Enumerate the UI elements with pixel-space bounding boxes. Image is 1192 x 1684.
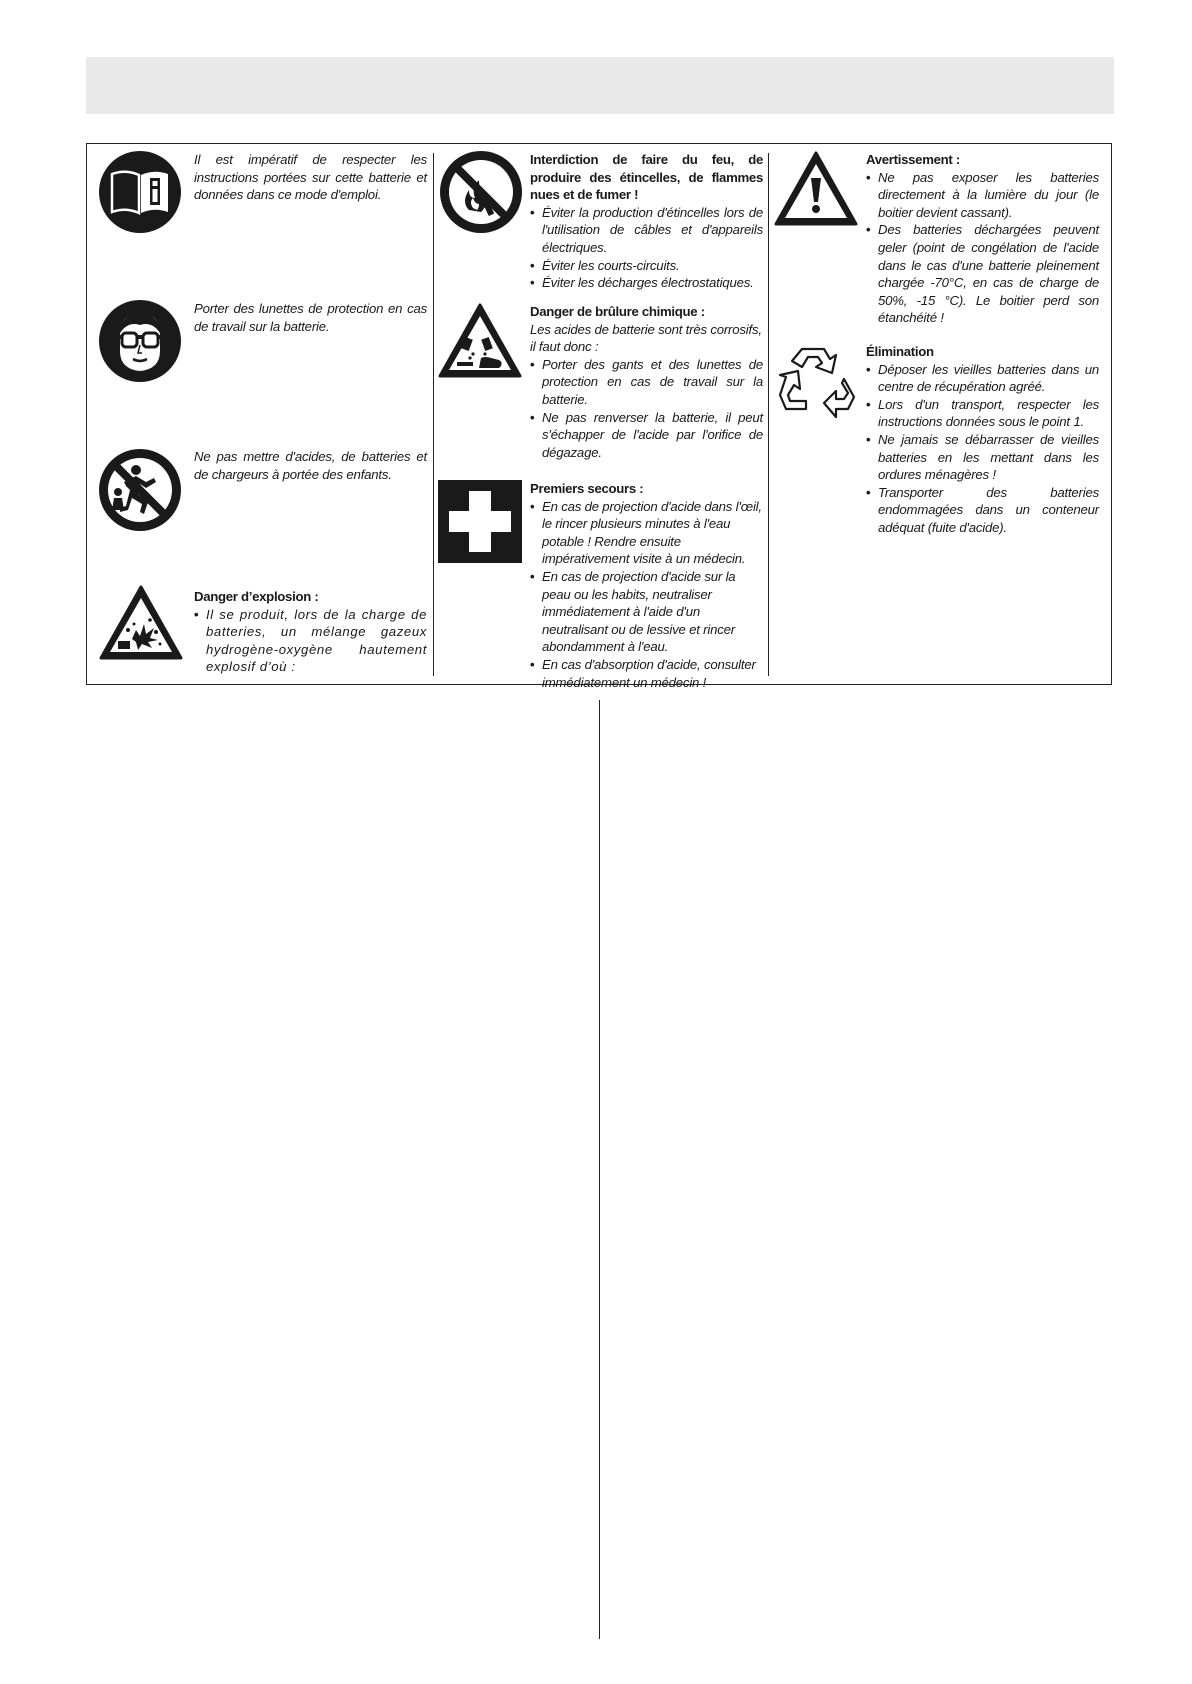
- disposal-heading: Élimination: [866, 344, 934, 359]
- fire-item: • Éviter les décharges électrostatiques.: [530, 274, 763, 292]
- read-manual-icon: [98, 150, 182, 234]
- column-divider: [768, 153, 769, 676]
- warning-list: [866, 169, 1099, 327]
- fire-heading: Interdiction de faire du feu, de produire des étincelles, de flammes nues et de fumer !: [530, 152, 763, 203]
- safety-goggles-icon: [98, 299, 182, 383]
- firstaid-item: • En cas d'absorption d'acide, consulter immédiatement un médecin !: [530, 656, 763, 691]
- first-aid-icon: [437, 479, 523, 564]
- page-column-divider: [599, 700, 600, 1639]
- warning-item: • Ne pas exposer les batteries directement à la lumière du jour (le boitier devient cassant).: [866, 169, 1099, 222]
- explosion-warning-icon: [98, 584, 184, 662]
- fire-list: [530, 204, 763, 292]
- general-warning-icon: [773, 150, 859, 228]
- firstaid-item: • En cas de projection d'acide dans l'œil, le rincer plusieurs minutes à l'eau potable ! Rendre ensuite impérativement visite à un médecin.: [530, 498, 763, 568]
- fire-item: • Éviter les courts-circuits.: [530, 257, 763, 275]
- explosion-heading: Danger d’explosion :: [194, 589, 319, 604]
- explosion-list: [194, 606, 427, 676]
- goggles-instruction-text: Porter des lunettes de protection en cas de travail sur la batterie.: [194, 301, 427, 334]
- disposal-item: • Lors d'un transport, respecter les instructions données sous le point 1.: [866, 396, 1099, 431]
- manual-instruction-text: Il est impératif de respecter les instructions portées sur cette batterie et données dans ce mode d'emploi.: [194, 152, 427, 203]
- children-instruction-text: Ne pas mettre d'acides, de batteries et de chargeurs à portée des enfants.: [194, 449, 427, 482]
- disposal-section: [866, 343, 1099, 537]
- keep-away-from-children-icon: [98, 448, 182, 532]
- explosion-section: [194, 588, 427, 676]
- disposal-item: • Ne jamais se débarrasser de vieilles batteries en les mettant dans les ordures ménagères !: [866, 431, 1099, 484]
- warning-item: • Des batteries déchargées peuvent geler (point de congélation de l'acide dans le cas d'une batterie pleinement chargée -70°C, en cas de charge de 50%, -15 °C). Le boitier perd son étanchéité !: [866, 221, 1099, 327]
- disposal-item: • Déposer les vieilles batteries dans un centre de récupération agréé.: [866, 361, 1099, 396]
- firstaid-item: • En cas de projection d'acide sur la peau ou les habits, neutraliser immédiatement à l'aide d'un neutralisant ou de lessive et rincer abondamment à l'eau.: [530, 568, 763, 656]
- burn-item: • Porter des gants et des lunettes de protection en cas de travail sur la batterie.: [530, 356, 763, 409]
- disposal-list: [866, 361, 1099, 537]
- warning-section: [866, 151, 1099, 327]
- column-divider: [433, 153, 434, 676]
- no-fire-icon: [439, 150, 523, 234]
- page-header-band: [86, 57, 1114, 114]
- explosion-item: • Il se produit, lors de la charge de batteries, un mélange gazeux hydrogène-oxygène hautement explosif d’où :: [194, 606, 427, 676]
- burn-list: [530, 356, 763, 462]
- burn-heading: Danger de brûlure chimique :: [530, 304, 705, 319]
- firstaid-heading: Premiers secours :: [530, 481, 644, 496]
- burn-item: • Ne pas renverser la batterie, il peut s'échapper de l'acide par l'orifice de dégazage.: [530, 409, 763, 462]
- disposal-item: • Transporter des batteries endommagées dans un conteneur adéquat (fuite d'acide).: [866, 484, 1099, 537]
- first-aid-section: [530, 480, 763, 691]
- recycling-icon: [772, 339, 860, 425]
- fire-item: • Éviter la production d'étincelles lors de l'utilisation de câbles et d'appareils électriques.: [530, 204, 763, 257]
- chemical-burn-section: [530, 303, 763, 461]
- firstaid-list: [530, 498, 763, 692]
- fire-section: [530, 151, 763, 292]
- burn-intro: Les acides de batterie sont très corrosifs, il faut donc :: [530, 321, 762, 355]
- corrosive-warning-icon: [437, 302, 523, 380]
- warning-heading: Avertissement :: [866, 152, 960, 167]
